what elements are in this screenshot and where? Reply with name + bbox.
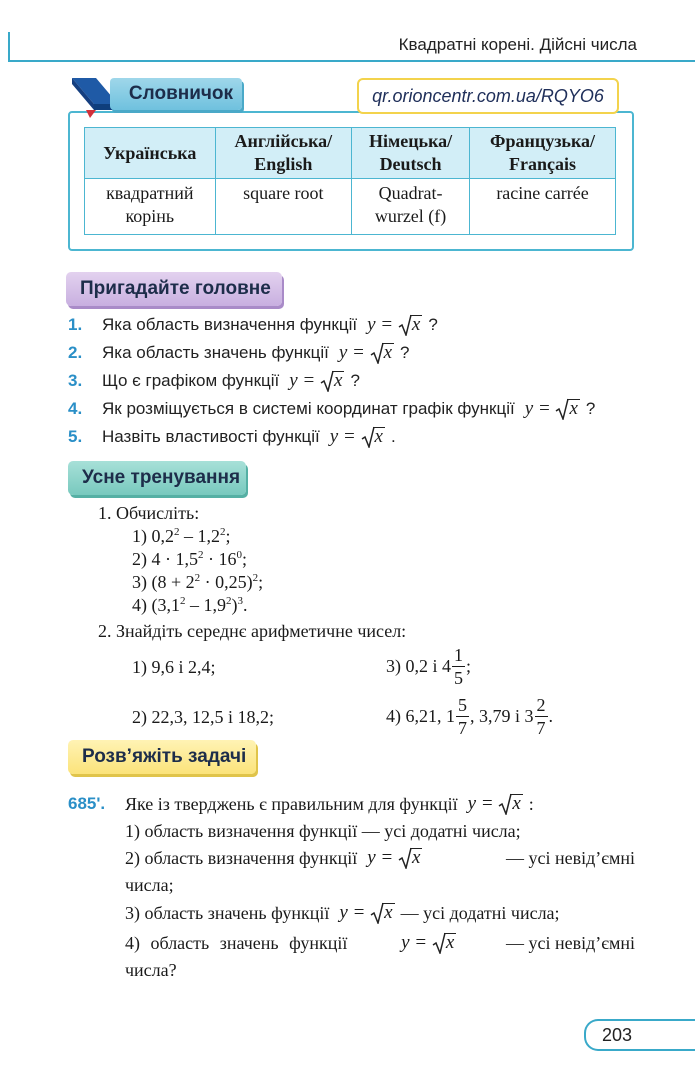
glossary-table [84,127,616,235]
header-accent [8,32,10,60]
list-item: 2. Яка область значень функції y = x ? [68,342,410,363]
cell-english: square root [215,179,352,235]
item-text: Що є графіком функції [102,371,280,390]
item-text: Назвіть властивості функції [102,427,320,446]
glossary-header-row [85,128,616,179]
col-ukrainian: Українська [85,128,216,179]
function-formula: y = x [339,902,393,923]
exercise-item: 1) $0,2^2 - 1,2^2$; [132,526,231,546]
item-number: 1. [68,315,83,334]
list-item: 4. Як розміщується в системі координат графік функції y = x ? [68,398,596,419]
function-formula: y = x [467,793,521,814]
item-number: 4. [68,399,83,418]
qr-link[interactable]: qr.orioncentr.com.ua/RQYO6 [357,78,619,114]
list-item: 1. Яка область визначення функції y = x ? [68,314,438,335]
item-text: Яка область значень функції [102,343,329,362]
function-formula: y = x [289,370,343,391]
item-text: Як розміщується в системі координат графік функції [102,399,515,418]
item-number: 2. [68,343,83,362]
exercise-heading: 1. Обчисліть: [98,503,200,523]
cell-ukrainian: квадратний корінь [85,179,216,235]
function-formula: y = x [367,847,421,868]
cell-german: Quadrat- wurzel (f) [352,179,470,235]
glossary-row [85,179,616,235]
col-english: Англійська/ English [215,128,352,179]
item-text: Яка область визначення функції [102,315,358,334]
answer-option-1: 1) область визначення функції — усі додатні числа; [125,821,521,841]
exercise-item: 2) 22,3, 12,5 і 18,2; [132,707,274,727]
exercise-item: 1) 9,6 і 2,4; [132,657,216,677]
exercise-heading: 2. Знайдіть середнє арифметичне чисел: [98,621,407,641]
header-rule [8,60,695,62]
section-tab-solve-problems: Розв’яжіть задачі [68,740,256,774]
exercise-item: 3) $(8 + 2^2 \cdot 0,25)^2$; [132,572,264,592]
exercise-item: 3) 0,2 і 4 $\frac{1}{5}$ ; [386,645,472,688]
function-formula: y = x [367,314,421,335]
section-tab-recall: Пригадайте головне [66,272,282,306]
item-number: 5. [68,427,83,446]
function-formula: y = x [401,932,455,953]
list-item: 3. Що є графіком функції y = x ? [68,370,360,391]
answer-option-4: 4) область значень функції y = x — усі невід’ємні [125,932,635,953]
col-french: Французька/ Français [470,128,616,179]
problem-number: 685'. [68,794,106,813]
exercise-item: 4) $(3,1^2 - 1,9^2)^3$. [132,595,248,615]
section-tab-oral-training: Усне тренування [68,461,246,495]
running-header-title: Квадратні корені. Дійсні числа [398,35,637,54]
answer-option-2-cont: числа; [125,875,174,895]
exercise-item: 2) $4 \cdot 1,5^2 \cdot 16^0$; [132,549,248,569]
function-formula: y = x [329,426,383,447]
problem-question: Яке із тверджень є правильним для функції y = x : [125,793,534,814]
function-formula: y = x [338,342,393,363]
col-german: Німецька/ Deutsch [352,128,470,179]
cell-french: racine carrée [470,179,616,235]
item-number: 3. [68,371,83,390]
answer-option-4-cont: числа? [125,960,177,980]
answer-option-3: 3) область значень функції y = x — усі додатні числа; [125,902,560,923]
function-formula: y = x [524,398,578,419]
page-number: 203 [584,1019,695,1051]
glossary-label: Словничок [110,78,242,110]
list-item: 5. Назвіть властивості функції y = x . [68,426,396,447]
exercise-item: 4) 6,21, 1 $\frac{5}{7}$ , 3,79 і 3 $\frac{2}{7}$ . [386,695,554,738]
answer-option-2: 2) область визначення функції y = x — усі невід’ємні [125,847,635,868]
